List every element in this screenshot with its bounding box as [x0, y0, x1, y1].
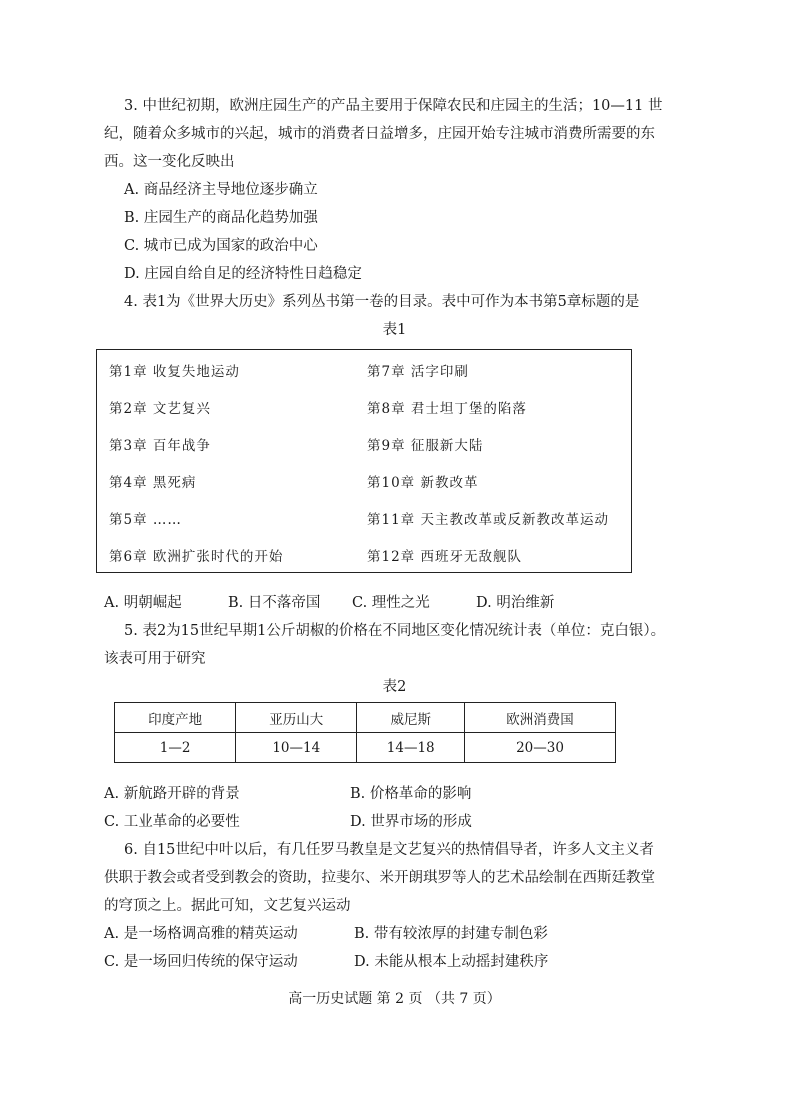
table1-contents	[96, 349, 632, 573]
table2-header-cell: 威尼斯	[357, 703, 465, 733]
toc-chapter-2: 第2章 文艺复兴	[109, 401, 211, 417]
q4-option-b: B. 日不落帝国	[228, 595, 321, 611]
q3-stem-line2: 纪，随着众多城市的兴起，城市的消费者日益增多，庄园开始专注城市消费所需要的东	[104, 126, 655, 142]
q3-stem-line3: 西。这一变化反映出	[104, 154, 235, 170]
table2-value-cell: 1—2	[115, 733, 236, 763]
table2-header-cell: 亚历山大	[236, 703, 357, 733]
table2-header-row	[115, 703, 616, 733]
q6-option-c: C. 是一场回归传统的保守运动	[104, 954, 298, 970]
table2-header-cell: 印度产地	[115, 703, 236, 733]
q4-stem-line1: 4. 表1为《世界大历史》系列丛书第一卷的目录。表中可作为本书第5章标题的是	[124, 294, 640, 310]
toc-chapter-1: 第1章 收复失地运动	[109, 364, 240, 380]
table2-value-cell: 14—18	[357, 733, 465, 763]
toc-chapter-8: 第8章 君士坦丁堡的陷落	[367, 401, 527, 417]
table2-value-row	[115, 733, 616, 763]
q5-option-a: A. 新航路开辟的背景	[104, 786, 240, 802]
table2-pepper-prices	[114, 702, 616, 763]
toc-chapter-6: 第6章 欧洲扩张时代的开始	[109, 549, 284, 565]
q3-option-b: B. 庄园生产的商品化趋势加强	[124, 210, 318, 226]
q5-option-c: C. 工业革命的必要性	[104, 814, 240, 830]
toc-chapter-11: 第11章 天主教改革或反新教改革运动	[367, 512, 609, 528]
q6-option-b: B. 带有较浓厚的封建专制色彩	[354, 926, 548, 942]
toc-chapter-5: 第5章 ……	[109, 512, 182, 528]
q6-stem-line3: 的穹顶之上。据此可知，文艺复兴运动	[104, 898, 351, 914]
q3-stem-line1: 3. 中世纪初期，欧洲庄园生产的产品主要用于保障农民和庄园主的生活；10—11 世	[124, 98, 663, 114]
q4-option-c: C. 理性之光	[352, 595, 430, 611]
q6-stem-line1: 6. 自15世纪中叶以后，有几任罗马教皇是文艺复兴的热情倡导者，许多人文主义者	[124, 842, 654, 858]
table2-title: 表2	[382, 679, 407, 695]
q6-option-a: A. 是一场格调高雅的精英运动	[104, 926, 298, 942]
q3-option-a: A. 商品经济主导地位逐步确立	[124, 182, 318, 198]
toc-chapter-7: 第7章 活字印刷	[367, 364, 469, 380]
q6-option-d: D. 未能从根本上动摇封建秩序	[354, 954, 549, 970]
toc-chapter-9: 第9章 征服新大陆	[367, 438, 484, 454]
q5-stem-line1: 5. 表2为15世纪早期1公斤胡椒的价格在不同地区变化情况统计表（单位：克白银）。	[124, 623, 666, 639]
table2-value-cell: 20—30	[465, 733, 616, 763]
q5-option-d: D. 世界市场的形成	[350, 814, 472, 830]
toc-chapter-4: 第4章 黑死病	[109, 475, 197, 491]
q5-option-b: B. 价格革命的影响	[350, 786, 472, 802]
q3-option-c: C. 城市已成为国家的政治中心	[124, 238, 318, 254]
q4-option-a: A. 明朝崛起	[104, 595, 182, 611]
toc-chapter-12: 第12章 西班牙无敌舰队	[367, 549, 522, 565]
toc-chapter-10: 第10章 新教改革	[367, 475, 479, 491]
page-footer: 高一历史试题 第 2 页 （共 7 页）	[288, 991, 501, 1007]
q5-stem-line2: 该表可用于研究	[104, 651, 206, 667]
q6-stem-line2: 供职于教会或者受到教会的资助，拉斐尔、米开朗琪罗等人的艺术品绘制在西斯廷教堂	[104, 870, 655, 886]
q3-option-d: D. 庄园自给自足的经济特性日趋稳定	[124, 266, 362, 282]
table2-value-cell: 10—14	[236, 733, 357, 763]
q4-option-d: D. 明治维新	[476, 595, 555, 611]
table1-title: 表1	[382, 322, 407, 338]
toc-chapter-3: 第3章 百年战争	[109, 438, 211, 454]
table2-header-cell: 欧洲消费国	[465, 703, 616, 733]
